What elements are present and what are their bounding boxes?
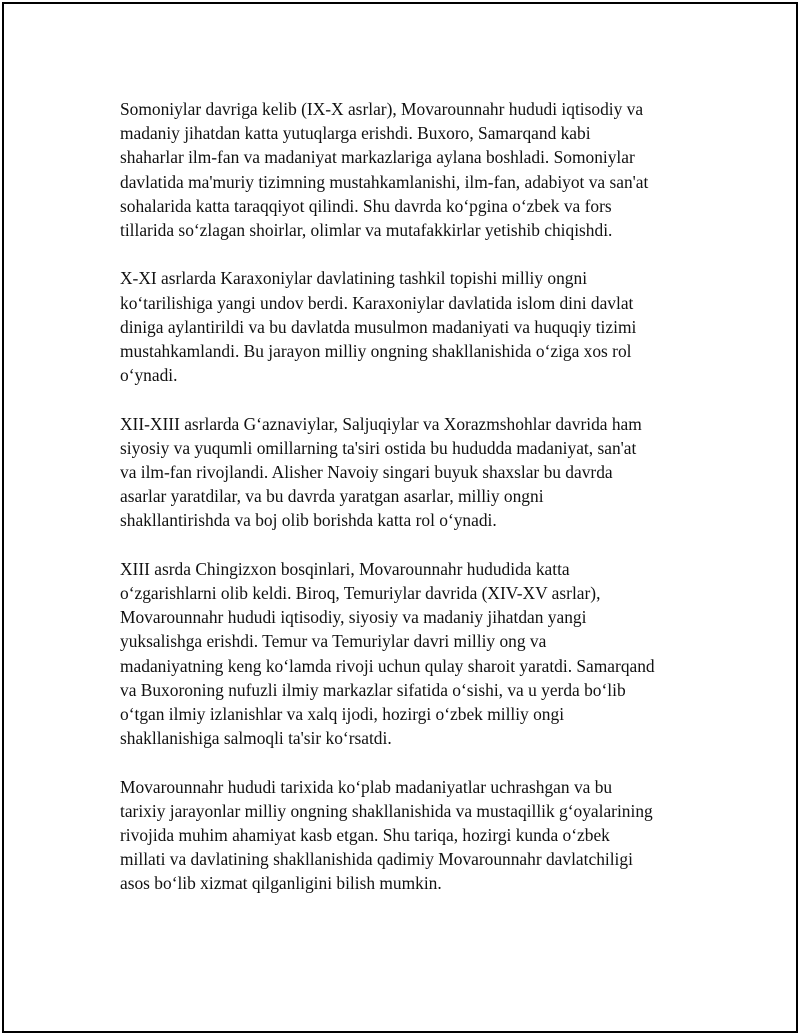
text-line: oʻtgan ilmiy izlanishlar va xalq ijodi, hozirgi oʻzbek milliy ongi <box>120 704 565 725</box>
text-line: va Buxoroning nufuzli ilmiy markazlar sifatida oʻsishi, va u yerda boʻlib <box>120 679 626 700</box>
text-line: XII-XIII asrlarda Gʻaznaviylar, Saljuqiylar va Xorazmshohlar davrida ham <box>120 413 642 434</box>
text-line: tillarida soʻzlagan shoirlar, olimlar va mutafakkirlar yetishib chiqishdi. <box>120 220 613 241</box>
paragraph-xulosa <box>120 775 700 896</box>
text-line: asos boʻlib xizmat qilganligini bilish mumkin. <box>120 873 442 894</box>
text-line: davlatida ma'muriy tizimning mustahkamlanishi, ilm-fan, adabiyot va san'at <box>120 171 649 192</box>
text-line: mustahkamlandi. Bu jarayon milliy ongning shakllanishida oʻziga xos rol <box>120 341 632 362</box>
text-line: shakllantirishda va boj olib borishda katta rol oʻynadi. <box>120 510 497 531</box>
text-line: tarixiy jarayonlar milliy ongning shakllanishida va mustaqillik gʻoyalarining <box>120 800 653 821</box>
text-line: diniga aylantirildi va bu davlatda musulmon madaniyati va huquqiy tizimi <box>120 316 637 337</box>
text-line: oʻzgarishlarni olib keldi. Biroq, Temuriylar davrida (XIV-XV asrlar), <box>120 583 601 604</box>
text-line: madaniyatning keng koʻlamda rivoji uchun qulay sharoit yaratdi. Samarqand <box>120 655 655 676</box>
paragraph-karaxoniylar <box>120 266 700 387</box>
text-line: asarlar yaratdilar, va bu davrda yaratgan asarlar, milliy ongni <box>120 486 544 507</box>
text-line: shaharlar ilm-fan va madaniyat markazlariga aylana boshladi. Somoniylar <box>120 147 635 168</box>
text-line: Somoniylar davriga kelib (IX-X asrlar), Movarounnahr hududi iqtisodiy va <box>120 99 644 119</box>
text-line: Movarounnahr hududi tarixida koʻplab madaniyatlar uchrashgan va bu <box>120 776 613 797</box>
paragraph-gaznaviylar <box>120 412 700 533</box>
text-line: Movarounnahr hududi iqtisodiy, siyosiy va madaniy jihatdan yangi <box>120 607 587 628</box>
text-line: rivojida muhim ahamiyat kasb etgan. Shu tariqa, hozirgi kunda oʻzbek <box>120 825 610 846</box>
paragraph-somoniylar <box>120 97 700 242</box>
text-line: sohalarida katta taraqqiyot qilindi. Shu davrda koʻpgina oʻzbek va fors <box>120 195 612 216</box>
text-line: madaniy jihatdan katta yutuqlarga erishdi. Buxoro, Samarqand kabi <box>120 123 591 144</box>
text-line: oʻynadi. <box>120 365 178 386</box>
paragraph-temuriylar <box>120 557 700 751</box>
document-page <box>2 2 798 1033</box>
text-line: shakllanishiga salmoqli ta'sir koʻrsatdi. <box>120 728 392 749</box>
text-line: va ilm-fan rivojlandi. Alisher Navoiy singari buyuk shaxslar bu davrda <box>120 462 613 483</box>
text-line: koʻtarilishiga yangi undov berdi. Karaxoniylar davlatida islom dini davlat <box>120 292 634 313</box>
document-body <box>120 97 700 896</box>
text-line: millati va davlatining shakllanishida qadimiy Movarounnahr davlatchiligi <box>120 849 633 870</box>
text-line: X-XI asrlarda Karaxoniylar davlatining tashkil topishi milliy ongni <box>120 268 588 289</box>
text-line: XIII asrda Chingizxon bosqinlari, Movarounnahr hududida katta <box>120 558 570 579</box>
text-line: yuksalishga erishdi. Temur va Temuriylar davri milliy ong va <box>120 631 547 652</box>
text-line: siyosiy va yuqumli omillarning ta'siri ostida bu hududda madaniyat, san'at <box>120 437 637 458</box>
